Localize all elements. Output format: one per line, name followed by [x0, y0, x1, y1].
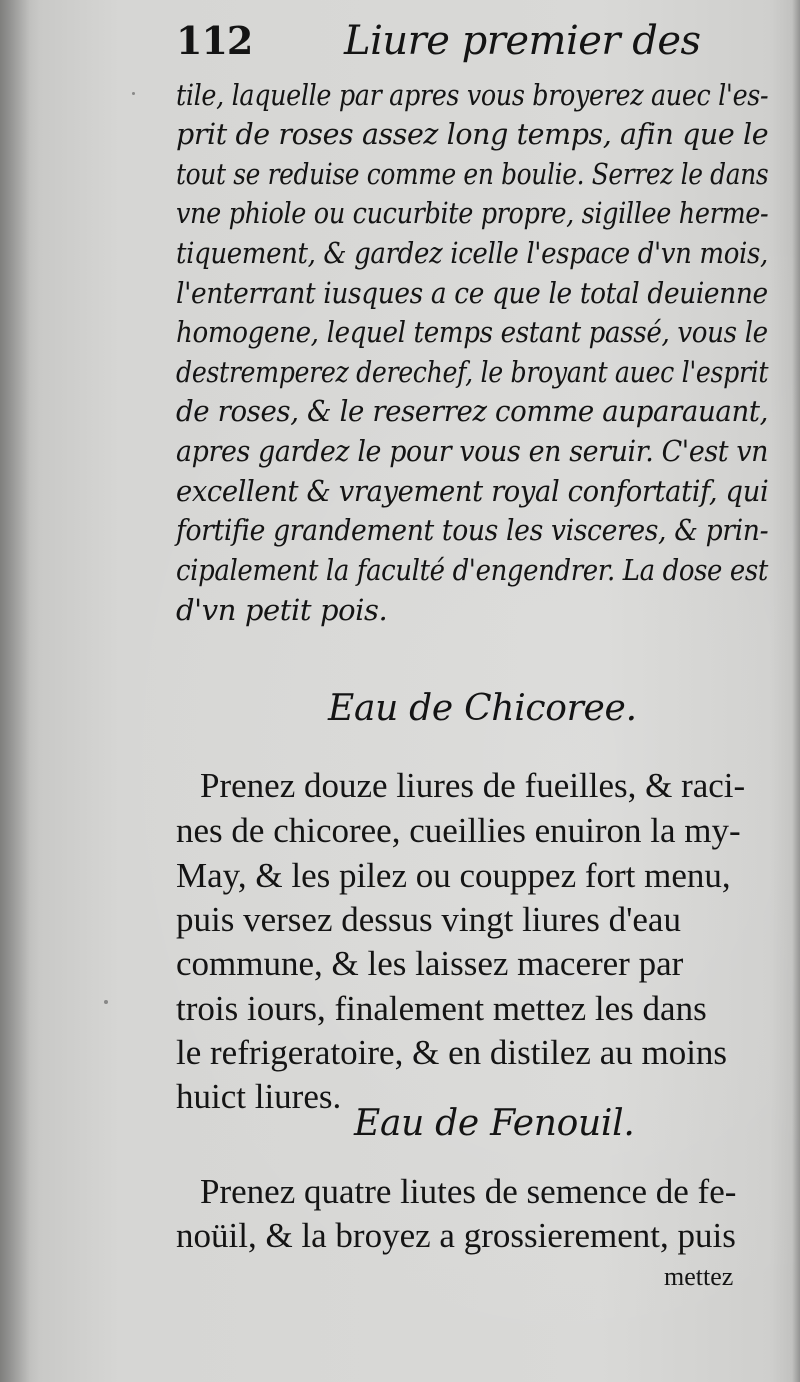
text-line: fortifie grandement tous les visceres, & prin- — [176, 513, 769, 547]
page-header — [176, 14, 776, 70]
text-line: cipalement la faculté d'engendrer. La dose est — [176, 553, 768, 587]
text-line: huict liures. — [176, 1077, 342, 1116]
page-number: 112 — [176, 18, 253, 63]
text-line: Prenez douze liures de fueilles, & raci- — [200, 766, 746, 805]
section-heading: Eau de Fenouil. — [354, 1103, 635, 1144]
text-line: nes de chicoree, cueillies enuiron la my- — [176, 811, 741, 850]
text-line: noüil, & la broyez a grossierement, puis — [176, 1216, 736, 1255]
text-line: tout se reduise comme en boulie. Serrez le dans — [176, 157, 769, 191]
text-line: vne phiole ou cucurbite propre, sigillee herme- — [176, 196, 769, 230]
text-line: Prenez quatre liutes de semence de fe- — [200, 1172, 737, 1211]
text-line: homogene, lequel temps estant passé, vous le — [176, 315, 768, 349]
text-line: de roses, & le reserrez comme auparauant, — [176, 394, 768, 428]
text-line: excellent & vrayement royal confortatif, qui — [176, 474, 769, 508]
running-head: Liure premier des — [344, 18, 701, 64]
text-line: tile, laquelle par apres vous broyerez auec l'es- — [176, 78, 769, 112]
page-edge — [792, 0, 800, 1382]
text-line: tiquement, & gardez icelle l'espace d'vn mois, — [176, 236, 768, 270]
ink-speck — [104, 1000, 108, 1004]
section-heading: Eau de Chicoree. — [328, 688, 637, 729]
text-line: May, & les pilez ou couppez fort menu, — [176, 856, 731, 895]
gutter-shadow — [0, 0, 30, 1382]
text-line: destremperez derechef, le broyant auec l'esprit — [176, 355, 769, 389]
text-line: prit de roses assez long temps, afin que le — [176, 117, 769, 151]
text-line: puis versez dessus vingt liures d'eau — [176, 900, 681, 939]
ink-speck — [132, 92, 135, 95]
text-line: le refrigeratoire, & en distilez au moins — [176, 1033, 728, 1072]
text-line: commune, & les laissez macerer par — [176, 944, 684, 983]
text-line: trois iours, finalement mettez les dans — [176, 989, 707, 1028]
text-line: apres gardez le pour vous en seruir. C'est vn — [176, 434, 769, 468]
text-line: l'enterrant iusques a ce que le total deuienne — [176, 276, 768, 310]
text-line: d'vn petit pois. — [176, 593, 388, 627]
catchword: mettez — [664, 1262, 734, 1291]
